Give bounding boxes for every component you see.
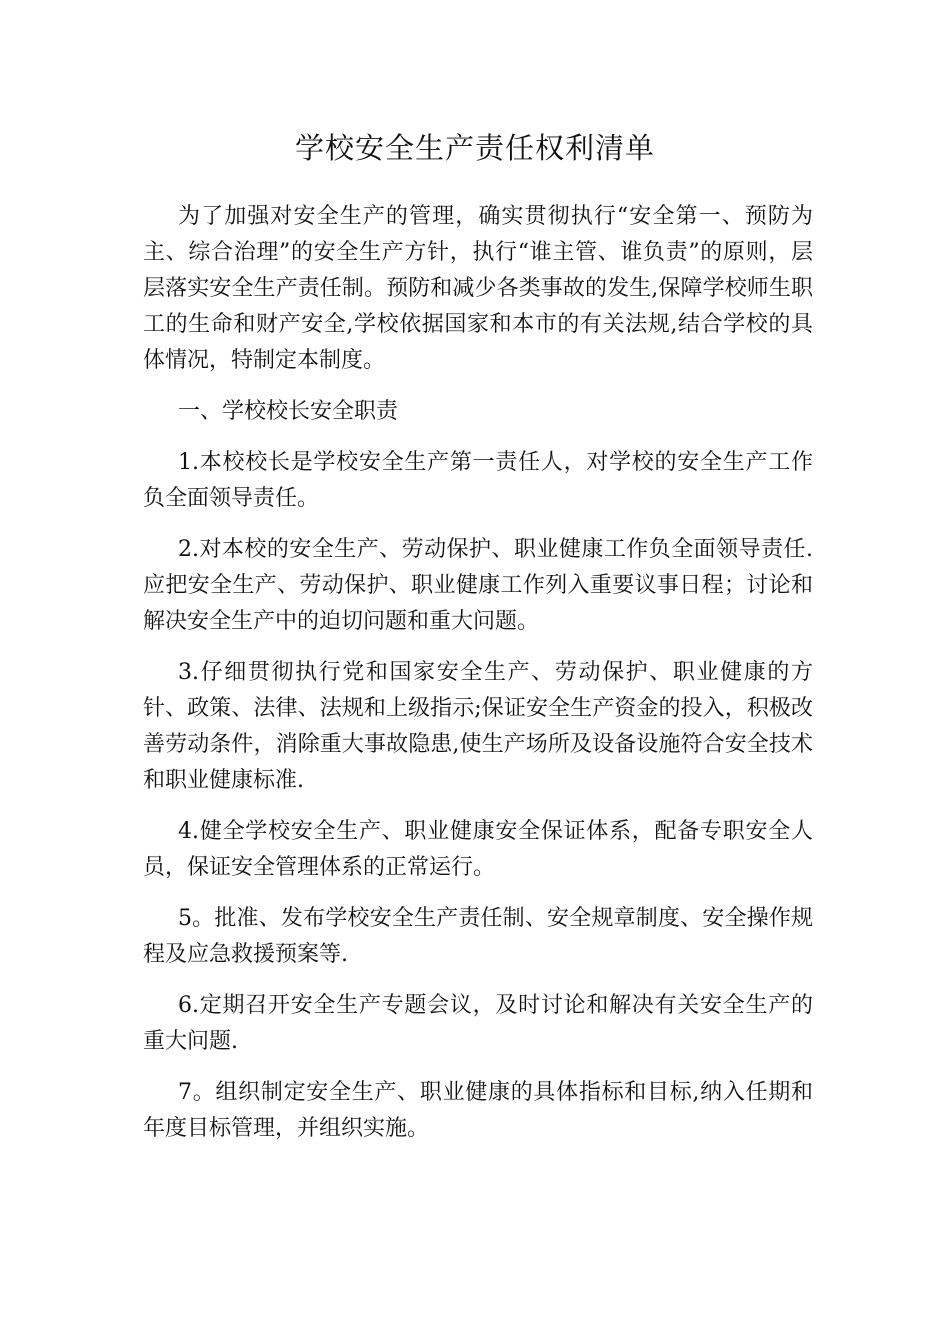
- section-heading: 一、学校校长安全职责: [178, 399, 399, 424]
- duty-item-6: 6.定期召开安全生产专题会议，及时讨论和解决有关安全生产的重大问题.: [143, 993, 813, 1054]
- document-title: 学校安全生产责任权利清单: [294, 131, 655, 165]
- intro-paragraph: 为了加强对安全生产的管理，确实贯彻执行“安全第一、预防为主、综合治理”的安全生产方针，执行“谁主管、谁负责”的原则，层层落实安全生产责任制。预防和减少各类事故的发生,保障学校师生职工的生命和财产安全,学校依据国家和本市的有关法规,结合学校的具体情况，特制定本制度。: [143, 204, 813, 373]
- duty-item-2: 2.对本校的安全生产、劳动保护、职业健康工作负全面领导责任.应把安全生产、劳动保护、职业健康工作列入重要议事日程；讨论和解决安全生产中的迫切问题和重大问题。: [143, 537, 813, 634]
- duty-item-4: 4.健全学校安全生产、职业健康安全保证体系，配备专职安全人员，保证安全管理体系的正常运行。: [143, 819, 813, 880]
- duty-item-3: 3.仔细贯彻执行党和国家安全生产、劳动保护、职业健康的方针、政策、法律、法规和上级指示;保证安全生产资金的投入，积极改善劳动条件，消除重大事故隐患,使生产场所及设备设施符合安全技术和职业健康标准.: [143, 660, 813, 793]
- duty-item-5: 5。批准、发布学校安全生产责任制、安全规章制度、安全操作规程及应急救援预案等.: [143, 906, 813, 967]
- duty-item-7: 7。组织制定安全生产、职业健康的具体指标和目标,纳入任期和年度目标管理，并组织实施。: [143, 1080, 813, 1141]
- duty-item-1: 1.本校校长是学校安全生产第一责任人，对学校的安全生产工作负全面领导责任。: [143, 450, 813, 511]
- document-body: [143, 199, 813, 1162]
